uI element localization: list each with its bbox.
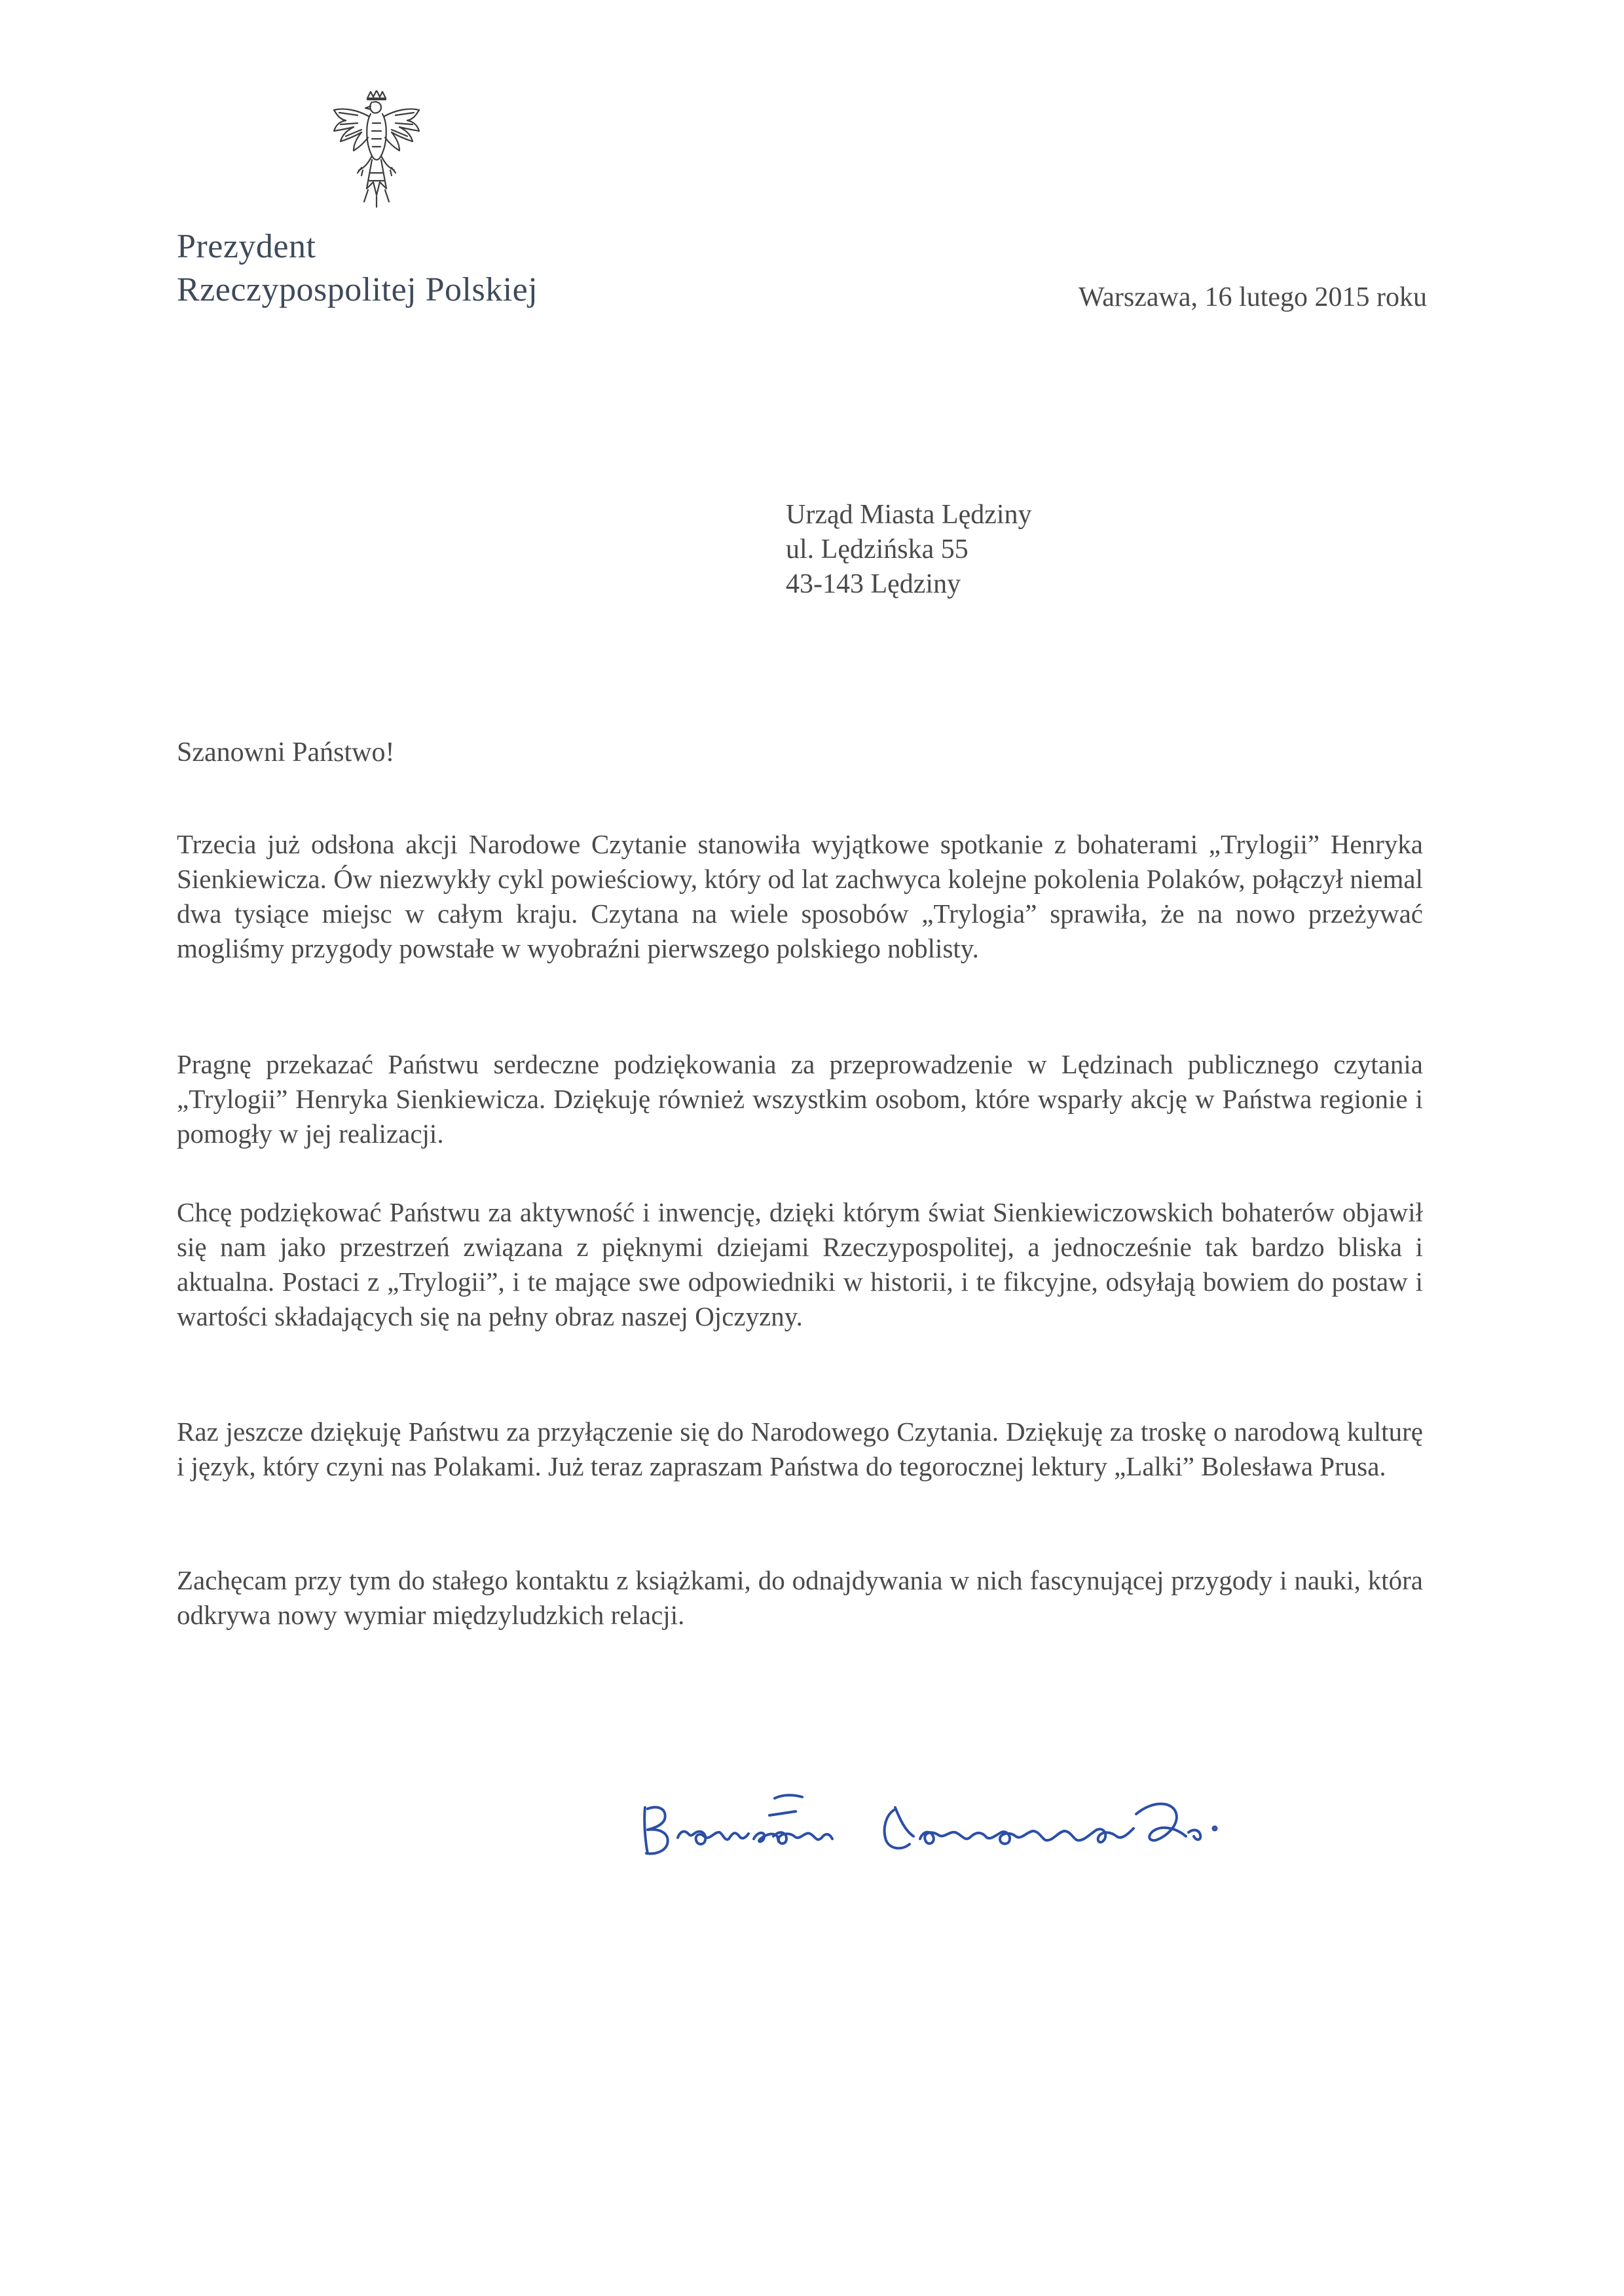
body-paragraph-4 — [177, 1415, 1423, 1484]
paragraph-text: Pragnę przekazać Państwu serdeczne podziękowania za przeprowadzenie w Lędzinach publicznego czytania „Trylogii” Henryka Sienkiewicza. Dziękuję również wszystkim osobom, które wsparły akcję w Państwa regionie i pomogły w jej realizacji. — [177, 1049, 1423, 1149]
letter-date: Warszawa, 16 lutego 2015 roku — [1079, 282, 1427, 312]
body-paragraph-3 — [177, 1195, 1423, 1334]
body-paragraph-1 — [177, 827, 1423, 966]
recipient-line-3: 43-143 Lędziny — [786, 569, 961, 599]
paragraph-text: Chcę podziękować Państwu za aktywność i inwencję, dzięki którym świat Sienkiewiczowskich bohaterów objawił się nam jako przestrzeń związana z pięknymi dziejami Rzeczypospolitej, a jednocześnie tak bardzo bliska i aktualna. Postaci z „Trylogii”, i te mające swe odpowiedniki w historii, i te fikcyjne, odsyłają bowiem do postaw i wartości składających się na pełny obraz naszej Ojczyzny. — [177, 1197, 1423, 1331]
paragraph-text: Raz jeszcze dziękuję Państwu za przyłączenie się do Narodowego Czytania. Dziękuję za troskę o narodową kulturę i język, który czyni nas Polakami. Już teraz zapraszam Państwa do tegorocznej lektury „Lalki” Bolesława Prusa. — [177, 1416, 1423, 1481]
recipient-address — [786, 498, 1032, 602]
letterhead-line-1: Prezydent — [177, 228, 316, 265]
eagle-emblem-icon — [331, 90, 422, 208]
handwritten-signature — [638, 1768, 1372, 1860]
recipient-line-2: ul. Lędzińska 55 — [786, 534, 969, 565]
letterhead-line-2: Rzeczypospolitej Polskiej — [177, 271, 538, 308]
recipient-line-1: Urząd Miasta Lędziny — [786, 500, 1032, 530]
paragraph-text: Trzecia już odsłona akcji Narodowe Czytanie stanowiła wyjątkowe spotkanie z bohaterami „Trylogii” Henryka Sienkiewicza. Ów niezwykły cykl powieściowy, który od lat zachwyca kolejne pokolenia Polaków, połączył niemal dwa tysiące miejsc w całym kraju. Czytana na wiele sposobów „Trylogia” sprawiła, że na nowo przeżywać mogliśmy przygody powstałe w wyobraźni pierwszego polskiego noblisty. — [177, 829, 1423, 963]
body-paragraph-2 — [177, 1047, 1423, 1151]
salutation: Szanowni Państwo! — [177, 737, 395, 768]
paragraph-text: Zachęcam przy tym do stałego kontaktu z książkami, do odnajdywania w nich fascynującej przygody i nauki, która odkrywa nowy wymiar międzyludzkich relacji. — [177, 1565, 1423, 1630]
body-paragraph-5 — [177, 1563, 1423, 1633]
letterhead-title — [177, 225, 538, 312]
